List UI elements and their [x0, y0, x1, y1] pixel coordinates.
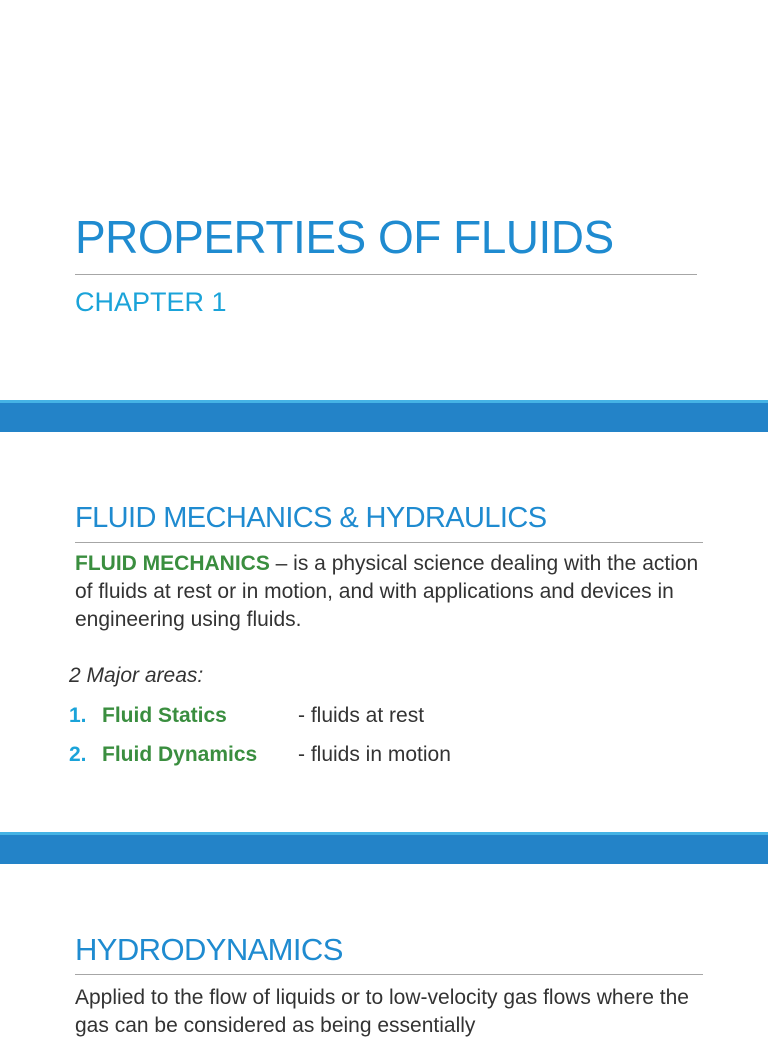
definition-term: FLUID MECHANICS	[75, 552, 270, 575]
slide-divider-highlight	[0, 832, 768, 835]
title-rule	[75, 274, 697, 275]
areas-heading: 2 Major areas:	[69, 664, 204, 687]
slide-divider	[0, 832, 768, 864]
section-title: HYDRODYNAMICS	[75, 932, 343, 967]
body-paragraph: Applied to the flow of liquids or to low-velocity gas flows where the gas can be considered as being essentially	[75, 986, 689, 1037]
list-term: Fluid Statics	[102, 704, 227, 727]
page-title: PROPERTIES OF FLUIDS	[75, 211, 614, 263]
definition-paragraph	[75, 550, 705, 634]
list-description: - fluids at rest	[298, 704, 425, 727]
title-rule	[75, 542, 703, 543]
slide-divider	[0, 400, 768, 432]
list-description: - fluids in motion	[298, 743, 451, 766]
chapter-subtitle: CHAPTER 1	[75, 287, 227, 317]
title-rule	[75, 974, 703, 975]
list-term: Fluid Dynamics	[102, 743, 258, 766]
section-title: FLUID MECHANICS & HYDRAULICS	[75, 502, 547, 534]
list-number: 2.	[69, 743, 87, 766]
list-number: 1.	[69, 704, 87, 727]
definition-text: – is a physical science dealing with the action of fluids at rest or in motion, and with applications and devices in engineering using fluids.	[75, 552, 699, 631]
slide-hydrodynamics	[0, 864, 768, 1037]
slide-title	[0, 0, 768, 400]
slide-fluid-mechanics	[0, 432, 768, 832]
slide-divider-highlight	[0, 400, 768, 403]
